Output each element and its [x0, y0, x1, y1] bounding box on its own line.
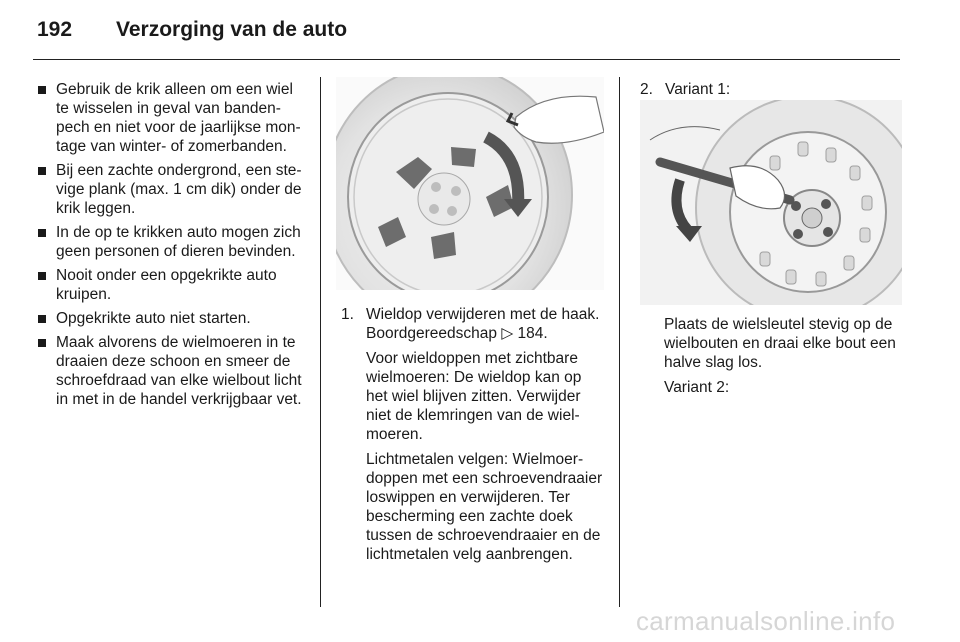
warning-list	[37, 80, 304, 409]
list-item: Bij een zachte ondergrond, een stevige plank (max. 1 cm dik) onder de krik leggen.	[37, 161, 304, 218]
bullet-square-icon	[38, 315, 46, 323]
bullet-square-icon	[38, 272, 46, 280]
hubcap-note: Voor wieldoppen met zichtbare wielmoeren: De wieldop kan op het wiel blijven zitten. Verwijder niet de klemringen van de wielmoeren.	[366, 350, 582, 443]
bullet-square-icon	[38, 86, 46, 94]
bullet-square-icon	[38, 167, 46, 175]
alloy-wheel-note: Lichtmetalen velgen: Wielmoerdoppen met een schroevendraaier loswippen en verwijderen. Ter bescherming een zachte doek tussen de schroevendraaier en de lichtmetalen velg aanbrengen.	[366, 451, 603, 563]
column-2	[341, 305, 603, 570]
wheel-cap-removal-illustration	[336, 77, 604, 290]
list-item: Gebruik de krik alleen om een wiel te wisselen in geval van bandenpech en niet voor de jaarlijkse montage van winter- of zomerbanden.	[37, 80, 304, 156]
list-item: Opgekrikte auto niet starten.	[37, 309, 304, 328]
column-3-text	[640, 315, 902, 403]
page-reference-icon: ▷	[501, 325, 514, 342]
list-item: Nooit onder een opgekrikte auto kruipen.	[37, 266, 304, 304]
step-2: 2. Variant 1:	[640, 80, 902, 99]
column-divider-1	[320, 77, 321, 607]
page-number: 192	[37, 18, 73, 41]
bullet-square-icon	[38, 229, 46, 237]
step-1: 1. Wieldop verwijderen met de haak. Boordgereedschap ▷ 184. Voor wieldoppen met zichtbare wielmoeren: De wieldop kan op het wiel blijven zitten. Verwijder niet de klemringen van de wielmoeren. Lichtmetalen velgen: Wielmoerdoppen met een schroevendraaier loswippen en verwijderen. Ter bescherming een zachte doek tussen de schroevendraaier en de lichtmetalen velg aanbrengen.	[341, 306, 603, 563]
watermark: carmanualsonline.info	[636, 606, 896, 636]
column-divider-2	[619, 77, 620, 607]
wheel-wrench-illustration	[640, 100, 902, 305]
column-1	[37, 80, 304, 414]
bullet-square-icon	[38, 339, 46, 347]
list-item: Maak alvorens de wielmoeren in te draaien deze schoon en smeer de schroefdraad van elke wielbout licht in met in de handel verkrijgbaar vet.	[37, 333, 304, 409]
loosen-bolts-instruction: Plaats de wielsleutel stevig op de wielbouten en draai elke bout een halve slag los.	[664, 316, 896, 371]
variant-1-label: Variant 1:	[665, 81, 731, 98]
page-title: Verzorging van de auto	[116, 18, 348, 41]
variant-2-label: Variant 2:	[664, 379, 730, 396]
list-item: In de op te krikken auto mogen zich geen personen of dieren bevinden.	[37, 223, 304, 261]
header-rule	[33, 59, 900, 60]
